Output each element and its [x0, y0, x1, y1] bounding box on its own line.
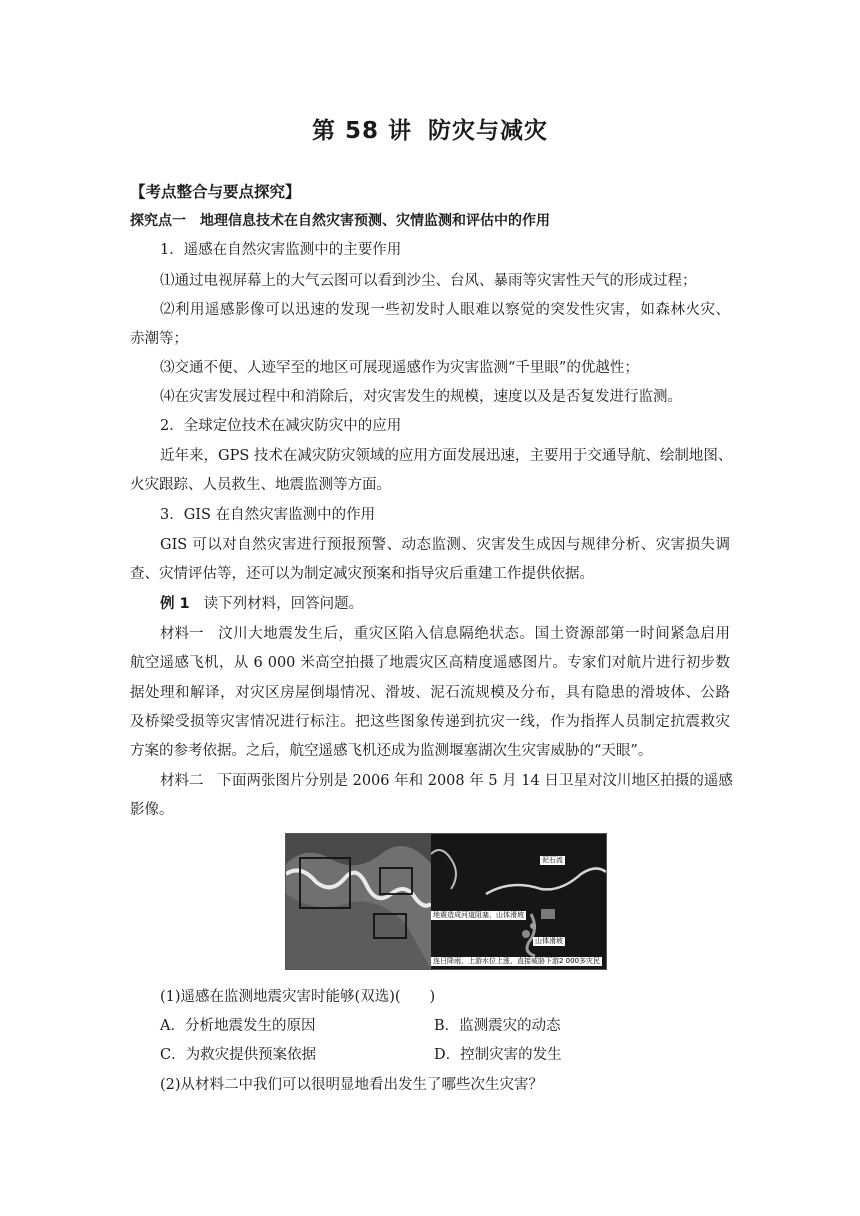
section-heading: 【考点整合与要点探究】	[130, 183, 301, 201]
s3-paragraph-line2: 查、灾情评估等，还可以为制定减灾预案和指导灾后重建工作提供依据。	[130, 566, 594, 582]
example-instruction: 读下列材料，回答问题。	[203, 596, 364, 612]
page-title	[0, 112, 860, 145]
example-1	[160, 594, 760, 614]
image-2006	[286, 834, 431, 969]
terrain-2008-graphic	[431, 834, 606, 969]
material-2-label: 材料二	[160, 773, 204, 789]
question-1-option-b: B．监测震灾的动态	[434, 1018, 561, 1034]
s1-point-1: ⑴通过电视屏幕上的大气云图可以看到沙尘、台风、暴雨等灾害性天气的形成过程；	[160, 273, 697, 289]
label-mudflow: 泥石流	[542, 856, 563, 864]
s1-point-2-line1: ⑵利用遥感影像可以迅速的发现一些初发时人眼难以察觉的突发性灾害，如森林火灾、	[160, 302, 730, 318]
material-1-line3: 据处理和解译，对灾区房屋倒塌情况、滑坡、泥石流规模及分布，具有隐患的滑坡体、公路	[130, 685, 730, 701]
s2-paragraph-line2: 火灾跟踪、人员救生、地震监测等方面。	[130, 477, 391, 493]
lecture-topic: 防灾与减灾	[428, 118, 549, 144]
material-2-line2: 影像。	[130, 802, 174, 818]
label-rising-water: 连日降雨，上游水位上涨，直接威胁下游2 000多灾民	[433, 957, 601, 965]
example-label: 例 1	[160, 596, 190, 612]
inquiry-point-heading: 探究点一 地理信息技术在自然灾害预测、灾情监测和评估中的作用	[130, 213, 550, 229]
question-1-option-d: D．控制灾害的发生	[434, 1047, 562, 1063]
material-1-line5: 方案的参考依据。之后，航空遥感飞机还成为监测堰塞湖次生灾害威胁的“天眼”。	[130, 743, 653, 759]
material-1-line4: 及桥梁受损等灾害情况进行标注。把这些图象传递到抗灾一线，作为指挥人员制定抗震救灾	[130, 714, 730, 730]
material-2-line1	[160, 771, 733, 791]
material-2-text-a: 下面两张图片分别是 2006 年和 2008 年 5 月 14 日卫星对汶川地区拍摄的遥感	[217, 773, 733, 789]
subsection-1-title: 1．遥感在自然灾害监测中的主要作用	[160, 242, 402, 258]
label-river-blocked: 地震造成河道阻塞，山体滑坡	[433, 911, 524, 919]
remote-sensing-image	[285, 833, 607, 970]
question-1-option-c: C．为救灾提供预案依据	[160, 1047, 317, 1063]
material-1-label: 材料一	[160, 626, 204, 642]
subsection-2-title: 2．全球定位技术在减灾防灾中的应用	[160, 418, 402, 434]
material-1-line2: 航空遥感飞机，从 6 000 米高空拍摄了地震灾区高精度遥感图片。专家们对航片进行初步数	[130, 655, 730, 671]
question-2-stem: (2)从材料二中我们可以很明显地看出发生了哪些次生灾害？	[160, 1077, 544, 1093]
s1-point-3: ⑶交通不便、人迹罕至的地区可展现遥感作为灾害监测“千里眼”的优越性；	[160, 360, 639, 376]
s1-point-2-line2: 赤潮等；	[130, 331, 188, 347]
label-landslide: 山体滑坡	[535, 937, 563, 945]
question-1-stem: (1)遥感在监测地震灾害时能够(双选)( )	[160, 989, 436, 1005]
s1-point-4: ⑷在灾害发展过程中和消除后，对灾害发生的规模，速度以及是否复发进行监测。	[160, 389, 682, 405]
material-1-line1	[160, 624, 730, 644]
s2-paragraph-line1: 近年来，GPS 技术在减灾防灾领域的应用方面发展迅速，主要用于交通导航、绘制地图、	[160, 448, 733, 464]
terrain-2006-graphic	[286, 834, 431, 969]
lecture-number: 第 58 讲	[311, 118, 413, 144]
material-1-text-a: 汶川大地震发生后，重灾区陷入信息隔绝状态。国土资源部第一时间紧急启用	[217, 626, 730, 642]
image-2008	[431, 834, 606, 969]
s3-paragraph-line1: GIS 可以对自然灾害进行预报预警、动态监测、灾害发生成因与规律分析、灾害损失调	[160, 537, 730, 553]
subsection-3-title: 3．GIS 在自然灾害监测中的作用	[160, 507, 376, 523]
question-1-option-a: A．分析地震发生的原因	[160, 1018, 316, 1034]
